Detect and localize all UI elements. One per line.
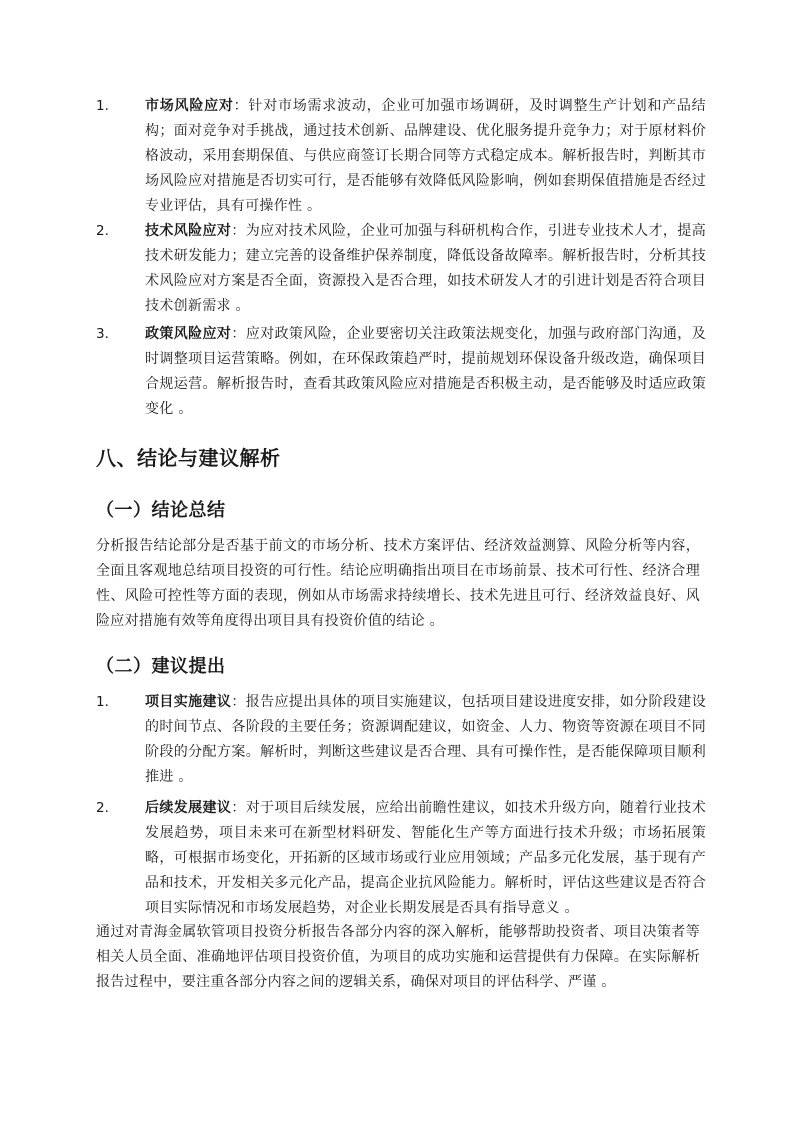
list-number: 3. [96, 326, 109, 342]
list-label: 技术风险应对 [145, 223, 232, 239]
list-number: 2. [96, 223, 109, 239]
list-item-future-development [96, 796, 706, 921]
list-number: 2. [96, 800, 109, 816]
list-label: 政策风险应对 [145, 326, 232, 342]
list-item-policy-risk [96, 322, 706, 422]
list-number: 1. [96, 98, 109, 114]
list-body: ：对于项目后续发展，应给出前瞻性建议，如技术升级方向，随着行业技术发展趋势，项目未来可在新型材料研发、智能化生产等方面进行技术升级；市场拓展策略，可根据市场变化，开拓新的区域市场或行业应用领域；产品多元化发展，基于现有产品和技术，开发相关多元化产品，提高企业抗风险能力。解析时，评估这些建议是否符合项目实际情况和市场发展趋势，对企业长期发展是否具有指导意义 。 [145, 800, 706, 916]
list-label: 后续发展建议 [145, 800, 232, 816]
list-label: 项目实施建议 [145, 694, 232, 710]
list-item-tech-risk [96, 219, 706, 319]
list-body: ：报告应提出具体的项目实施建议，包括项目建设进度安排，如分阶段建设的时间节点、各阶段的主要任务；资源调配建议，如资金、人力、物资等资源在项目不同阶段的分配方案。解析时，判断这些建议是否合理、具有可操作性，是否能保障项目顺利推进 。 [145, 694, 706, 785]
list-text [145, 322, 706, 422]
closing-paragraph: 通过对青海金属软管项目投资分析报告各部分内容的深入解析，能够帮助投资者、项目决策者等相关人员全面、准确地评估项目投资价值，为项目的成功实施和运营提供有力保障。在实际解析报告过程中，要注重各部分内容之间的逻辑关系，确保对项目的评估科学、严谨 。 [96, 924, 700, 990]
list-text [145, 796, 706, 921]
summary-paragraph: 分析报告结论部分是否基于前文的市场分析、技术方案评估、经济效益测算、风险分析等内容，全面且客观地总结项目投资的可行性。结论应明确指出项目在市场前景、技术可行性、经济合理性、风险可控性等方面的表现，例如从市场需求持续增长、技术先进且可行、经济效益良好、风险应对措施有效等角度得出项目具有投资价值的结论 。 [96, 538, 700, 629]
list-item-market-risk [96, 94, 706, 219]
list-body: ：应对政策风险，企业要密切关注政策法规变化，加强与政府部门沟通，及时调整项目运营策略。例如，在环保政策趋严时，提前规划环保设备升级改造，确保项目合规运营。解析报告时，查看其政策风险应对措施是否积极主动，是否能够及时适应政策变化 。 [145, 326, 706, 417]
list-body: ：针对市场需求波动，企业可加强市场调研，及时调整生产计划和产品结构；面对竞争对手挑战，通过技术创新、品牌建设、优化服务提升竞争力；对于原材料价格波动，采用套期保值、与供应商签订长期合同等方式稳定成本。解析报告时，判断其市场风险应对措施是否切实可行，是否能够有效降低风险影响，例如套期保值措施是否经过专业评估，具有可操作性 。 [145, 98, 706, 214]
list-body: ：为应对技术风险，企业可加强与科研机构合作，引进专业技术人才，提高技术研发能力；建立完善的设备维护保养制度，降低设备故障率。解析报告时，分析其技术风险应对方案是否全面，资源投入是否合理，如技术研发人才的引进计划是否符合项目技术创新需求 。 [145, 223, 706, 314]
list-label: 市场风险应对 [145, 98, 234, 114]
list-number: 1. [96, 694, 109, 710]
subsection-heading-suggestions: （二）建议提出 [96, 656, 226, 677]
list-text [145, 690, 706, 790]
list-text [145, 94, 706, 219]
list-text [145, 219, 706, 319]
section-heading-conclusion: 八、结论与建议解析 [96, 446, 281, 470]
list-item-implementation [96, 690, 706, 790]
subsection-heading-summary: （一）结论总结 [96, 500, 226, 521]
